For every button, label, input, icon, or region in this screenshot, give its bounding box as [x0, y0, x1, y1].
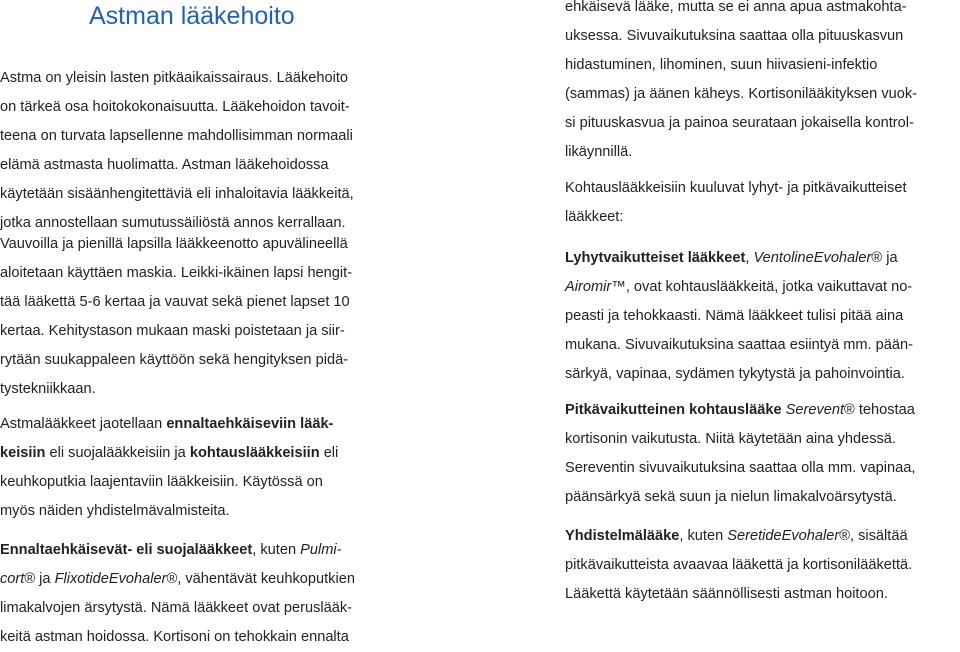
drug-name: FlixotideEvohaler [54, 571, 167, 587]
bold-term: kohtauslääkkeisiin [189, 445, 320, 461]
text-line: cort® ja FlixotideEvohaler®, vähentävät keuhkoputkien [0, 571, 355, 587]
drug-name: SeretideEvohaler [727, 528, 840, 544]
drug-name: Pulmi- [300, 542, 342, 558]
bold-term: Ennaltaehkäisevät- eli suojalääkkeet [0, 542, 253, 558]
drug-name: Serevent [785, 402, 845, 418]
preventive-paragraph [0, 536, 355, 652]
inhaler-paragraph [0, 230, 352, 404]
drug-name: VentolineEvohaler [753, 250, 872, 266]
classification-paragraph [0, 410, 338, 526]
text-line: käytetään sisäänhengitettäviä eli inhaloitavia lääkkeitä, [0, 186, 354, 202]
long-acting-paragraph [565, 396, 915, 512]
text-line: limakalvojen ärsytystä. Nämä lääkkeet ovat peruslääk- [0, 600, 353, 616]
text-line: päänsärkyä sekä suun ja nielun limakalvoärsytystä. [565, 489, 897, 505]
text-line: mukana. Sivuvaikutuksina saattaa esiintyä mm. pään- [565, 337, 913, 353]
text-line: kertaa. Kehitystason mukaan maski poistetaan ja siir- [0, 323, 345, 339]
text-line: pitkävaikutteista avaavaa lääkettä ja kortisonilääkettä. [565, 557, 913, 573]
text-line: lääkkeet: [565, 209, 624, 225]
bold-term: Lyhytvaikutteiset lääkkeet [565, 250, 746, 266]
text-line: si pituuskasvua ja painoa seurataan jokaisella kontrol- [565, 115, 914, 131]
bold-term: ennaltaehkäiseviin lääk- [166, 416, 334, 432]
text-line: (sammas) ja äänen käheys. Kortisonilääkityksen vuok- [565, 86, 918, 102]
text-line: uksessa. Sivuvaikutuksina saattaa olla pituuskasvun [565, 28, 904, 44]
reliever-intro-paragraph [565, 174, 907, 232]
text-line: keisiin eli suojalääkkeisiin ja kohtauslääkkeisiin eli [0, 445, 339, 461]
text-line: särkyä, vapinaa, sydämen tykytystä ja pahoinvointia. [565, 366, 905, 382]
text-line: elämä astmasta huolimatta. Astman lääkehoidossa [0, 157, 329, 173]
text-line: on tärkeä osa hoitokokonaisuutta. Lääkehoidon tavoit- [0, 99, 350, 115]
drug-name: cort [0, 571, 25, 587]
text-line: tystekniikkaan. [0, 381, 96, 397]
bold-term: Yhdistelmälääke [565, 528, 680, 544]
intro-paragraph [0, 64, 354, 238]
text-line: jotka annostellaan sumutussäiliöstä annos kerrallaan. [0, 215, 346, 231]
bold-term: Pitkävaikutteinen kohtauslääke [565, 402, 782, 418]
combination-paragraph [565, 522, 912, 609]
text-line: teena on turvata lapsellenne mahdollisimman normaali [0, 128, 353, 144]
text-line: keitä astman hoidossa. Kortisoni on tehokkain ennalta [0, 629, 349, 645]
text-line: Kohtauslääkkeisiin kuuluvat lyhyt- ja pitkävaikutteiset [565, 180, 907, 196]
bold-term: keisiin [0, 445, 46, 461]
short-acting-paragraph [565, 244, 913, 389]
text-line: hidastuminen, lihominen, suun hiivasieni-infektio [565, 57, 878, 73]
text-line: Pitkävaikutteinen kohtauslääke Serevent® tehostaa [565, 402, 915, 418]
text-line: Lyhytvaikutteiset lääkkeet, VentolineEvohaler® ja [565, 250, 898, 266]
text-line: Ennaltaehkäisevät- eli suojalääkkeet, kuten Pulmi- [0, 542, 342, 558]
text-line: Yhdistelmälääke, kuten SeretideEvohaler®, sisältää [565, 528, 908, 544]
text-line: myös näiden yhdistelmävalmisteita. [0, 503, 230, 519]
text-line: Lääkettä käytetään säännöllisesti astman hoitoon. [565, 586, 888, 602]
text-line: aloitetaan käyttäen maskia. Leikki-ikäinen lapsi hengit- [0, 265, 353, 281]
text-line: keuhkoputkia laajentaviin lääkkeisiin. Käytössä on [0, 474, 323, 490]
text-line: Vauvoilla ja pienillä lapsilla lääkkeenotto apuvälineellä [0, 236, 348, 252]
page-title: Astman lääkehoito [89, 2, 295, 30]
side-effects-paragraph [565, 0, 917, 167]
text-line: Sereventin sivuvaikutuksina saattaa olla mm. vapinaa, [565, 460, 916, 476]
text-line: Astma on yleisin lasten pitkäaikaissairaus. Lääkehoito [0, 70, 349, 86]
text-line: kortisonin vaikutusta. Niitä käytetään aina yhdessä. [565, 431, 896, 447]
text-line: rytään suukappaleen käyttöön sekä hengityksen pidä- [0, 352, 349, 368]
text-line: tää lääkettä 5-6 kertaa ja vauvat sekä pienet lapset 10 [0, 294, 350, 310]
text-line: peasti ja tehokkaasti. Nämä lääkkeet tulisi pitää aina [565, 308, 904, 324]
text-line: Astmalääkkeet jaotellaan ennaltaehkäiseviin lääk- [0, 416, 334, 432]
drug-name: Airomir [565, 279, 612, 295]
text-line: likäynnillä. [565, 144, 633, 160]
text-line: ehkäisevä lääke, mutta se ei anna apua astmakohta- [565, 0, 907, 15]
text-line: Airomir™, ovat kohtauslääkkeitä, jotka vaikuttavat no- [565, 279, 913, 295]
